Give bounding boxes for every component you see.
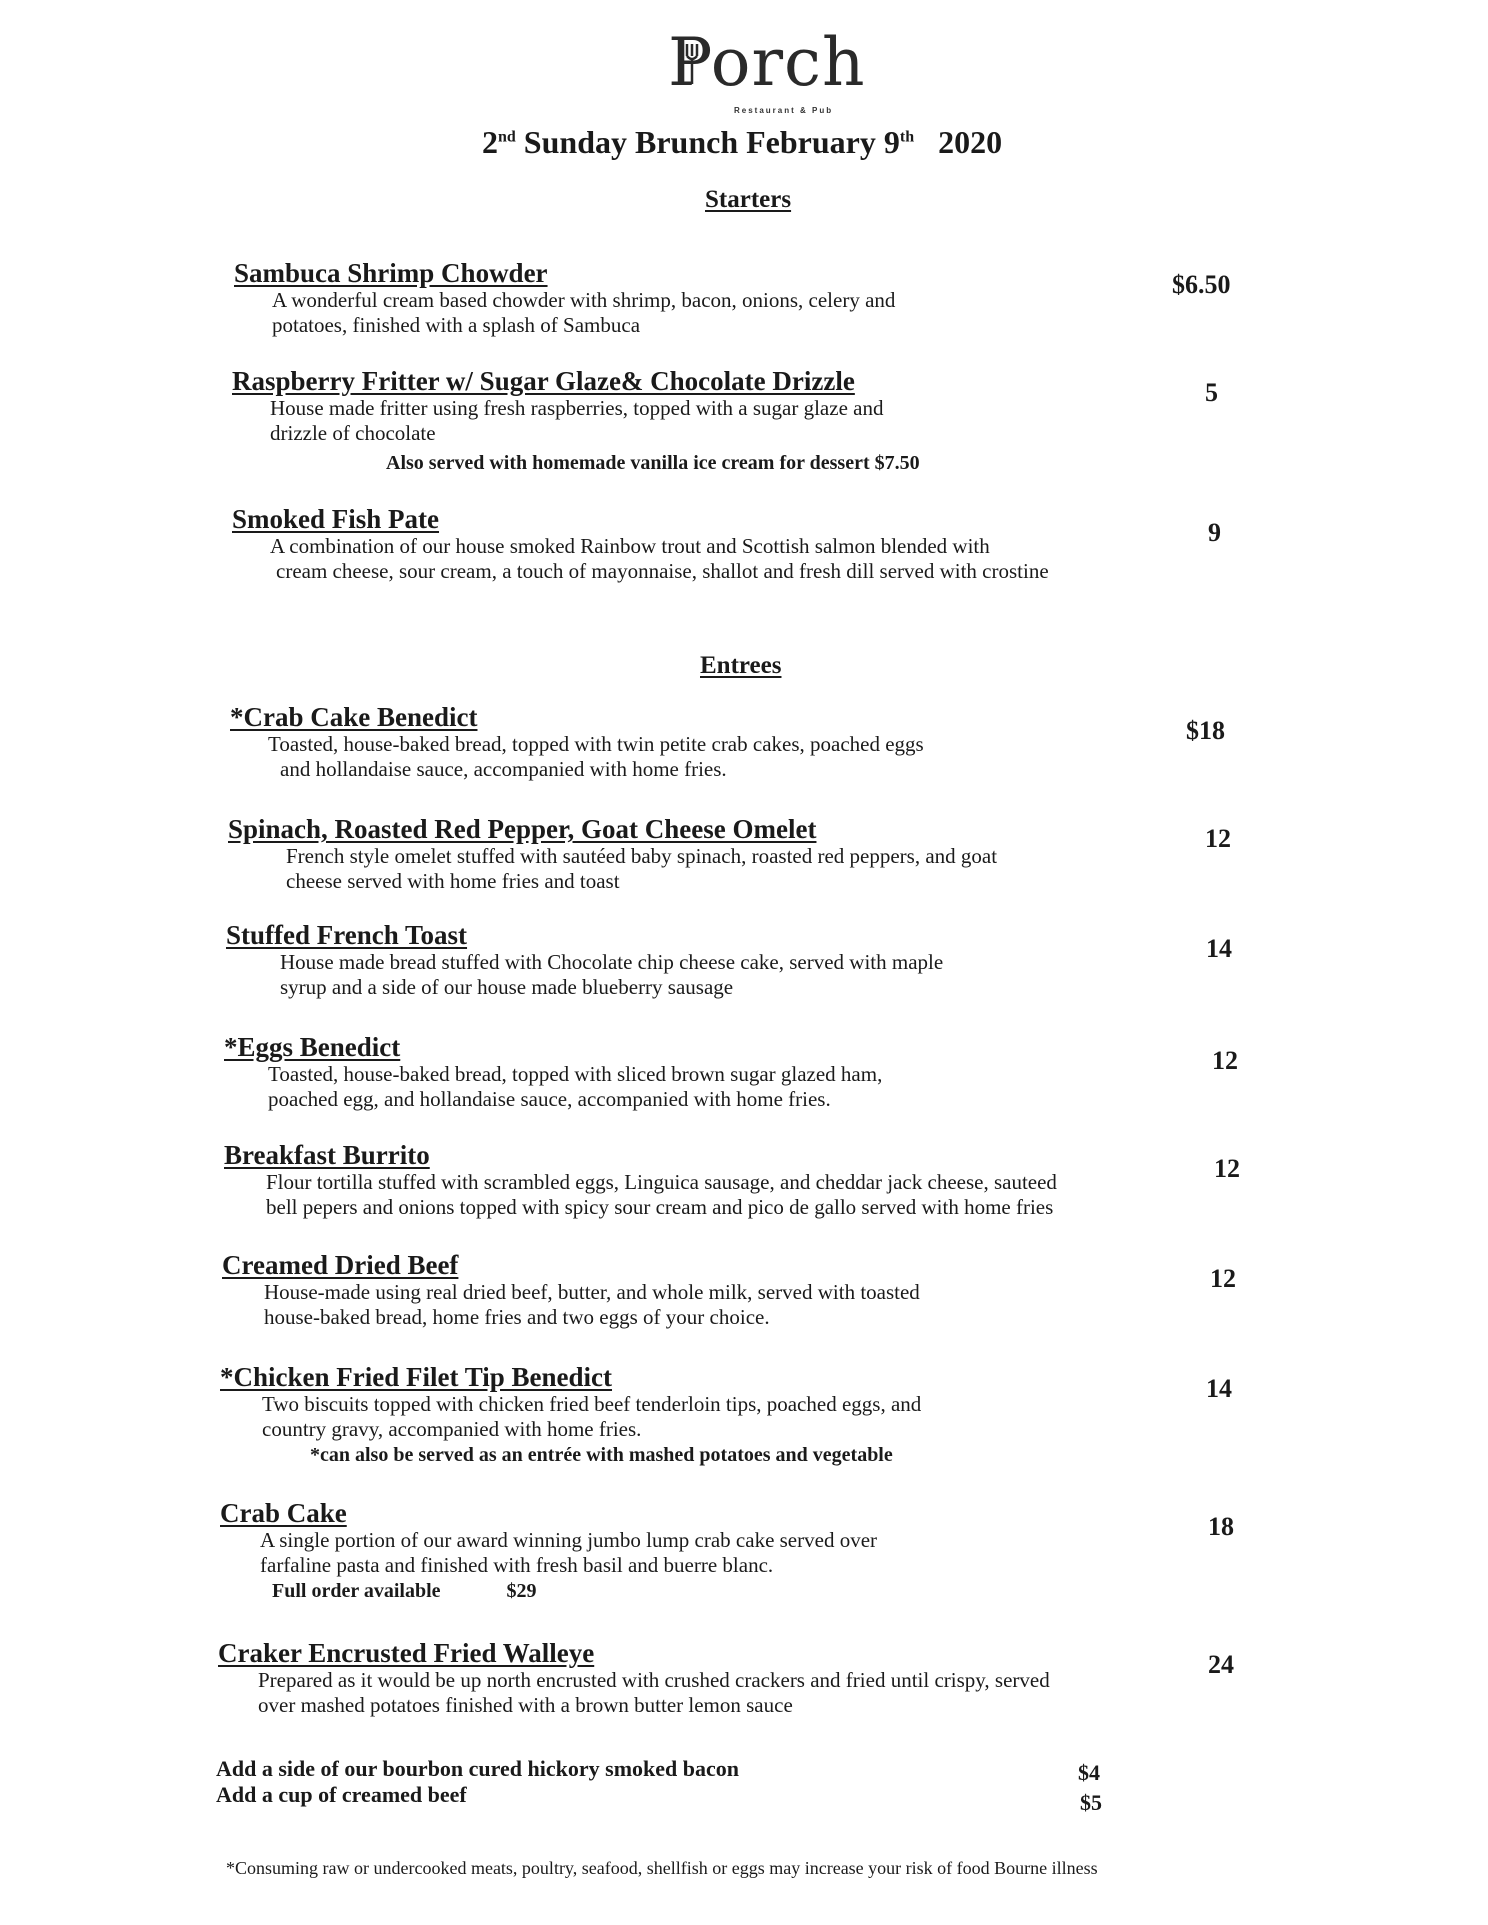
restaurant-logo xyxy=(668,24,868,120)
item-desc: A wonderful cream based chowder with shrimp, bacon, onions, celery and xyxy=(272,288,896,312)
item-desc: House-made using real dried beef, butter, and whole milk, served with toasted xyxy=(264,1280,920,1304)
item-desc: Two biscuits topped with chicken fried beef tenderloin tips, poached eggs, and xyxy=(262,1392,922,1416)
item-price: 12 xyxy=(1210,1264,1236,1293)
item-price: $6.50 xyxy=(1172,270,1231,299)
addon-label: Add a cup of creamed beef xyxy=(216,1782,467,1807)
item-name: Spinach, Roasted Red Pepper, Goat Cheese Omelet xyxy=(228,814,817,844)
item-desc: Flour tortilla stuffed with scrambled eggs, Linguica sausage, and cheddar jack cheese, sauteed xyxy=(266,1170,1057,1194)
item-desc: potatoes, finished with a splash of Sambuca xyxy=(272,313,641,337)
item-price: $18 xyxy=(1186,716,1225,745)
item-price: 12 xyxy=(1212,1046,1238,1075)
item-desc: A single portion of our award winning jumbo lump crab cake served over xyxy=(260,1528,878,1552)
item-name: *Chicken Fried Filet Tip Benedict xyxy=(220,1362,613,1392)
section-heading-entrees: Entrees xyxy=(700,652,782,679)
menu-item xyxy=(232,504,1049,584)
item-name: Craker Encrusted Fried Walleye xyxy=(218,1638,595,1668)
item-price: 12 xyxy=(1214,1154,1240,1183)
item-desc: syrup and a side of our house made blueberry sausage xyxy=(280,975,734,999)
addon-price: $4 xyxy=(1078,1760,1100,1785)
menu-item xyxy=(218,1638,1050,1718)
item-desc: house-baked bread, home fries and two eggs of your choice. xyxy=(264,1305,770,1329)
logo-subtitle: Restaurant & Pub xyxy=(734,106,834,115)
menu-item xyxy=(232,366,920,476)
addon-label: Add a side of our bourbon cured hickory smoked bacon xyxy=(216,1756,740,1781)
item-desc: bell pepers and onions topped with spicy sour cream and pico de gallo served with home fries xyxy=(266,1195,1054,1219)
item-desc: drizzle of chocolate xyxy=(270,421,436,445)
logo-name: Porch xyxy=(668,24,866,101)
item-desc: House made bread stuffed with Chocolate chip cheese cake, served with maple xyxy=(280,950,944,974)
item-name: *Crab Cake Benedict xyxy=(230,702,478,732)
item-note: Full order available $29 xyxy=(272,1580,537,1602)
page-title: 2nd Sunday Brunch February 9th 2020 xyxy=(482,124,1003,160)
menu-item xyxy=(224,1140,1057,1220)
item-name: Sambuca Shrimp Chowder xyxy=(234,258,548,288)
item-name: *Eggs Benedict xyxy=(224,1032,401,1062)
item-desc: country gravy, accompanied with home fries. xyxy=(262,1417,642,1441)
menu-item xyxy=(228,814,997,894)
health-disclaimer: *Consuming raw or undercooked meats, poultry, seafood, shellfish or eggs may increase your risk of food Bourne illness xyxy=(226,1858,1098,1878)
section-heading-starters: Starters xyxy=(705,186,792,213)
item-price: 9 xyxy=(1208,518,1221,547)
item-desc: cream cheese, sour cream, a touch of mayonnaise, shallot and fresh dill served with crostine xyxy=(276,559,1049,583)
item-desc: A combination of our house smoked Rainbow trout and Scottish salmon blended with xyxy=(270,534,990,558)
item-price: 5 xyxy=(1205,378,1218,407)
item-name: Creamed Dried Beef xyxy=(222,1250,459,1280)
item-price: 24 xyxy=(1208,1650,1234,1679)
item-price: 18 xyxy=(1208,1512,1234,1541)
item-desc: Toasted, house-baked bread, topped with twin petite crab cakes, poached eggs xyxy=(268,732,924,756)
menu-item xyxy=(224,1032,882,1112)
menu-item xyxy=(220,1362,921,1468)
item-desc: House made fritter using fresh raspberries, topped with a sugar glaze and xyxy=(270,396,884,420)
menu-item xyxy=(230,702,924,782)
item-note: *can also be served as an entrée with mashed potatoes and vegetable xyxy=(310,1444,893,1466)
menu-item xyxy=(226,920,943,1000)
item-name: Crab Cake xyxy=(220,1498,347,1528)
item-name: Smoked Fish Pate xyxy=(232,504,440,534)
item-price: 12 xyxy=(1205,824,1231,853)
item-desc: Toasted, house-baked bread, topped with sliced brown sugar glazed ham, xyxy=(268,1062,883,1086)
item-name: Breakfast Burrito xyxy=(224,1140,430,1170)
item-note: Also served with homemade vanilla ice cream for dessert $7.50 xyxy=(386,452,920,474)
item-desc: poached egg, and hollandaise sauce, accompanied with home fries. xyxy=(268,1087,831,1111)
item-name: Raspberry Fritter w/ Sugar Glaze& Chocolate Drizzle xyxy=(232,366,855,396)
item-desc: farfaline pasta and finished with fresh basil and buerre blanc. xyxy=(260,1553,774,1577)
item-desc: cheese served with home fries and toast xyxy=(286,869,620,893)
menu-item xyxy=(220,1498,877,1604)
addon-price: $5 xyxy=(1080,1790,1102,1815)
menu-item xyxy=(222,1250,920,1330)
menu-item xyxy=(234,258,895,338)
item-price: 14 xyxy=(1206,934,1232,963)
item-price: 14 xyxy=(1206,1374,1232,1403)
item-desc: Prepared as it would be up north encrusted with crushed crackers and fried until crispy, served xyxy=(258,1668,1050,1692)
item-name: Stuffed French Toast xyxy=(226,920,468,950)
item-desc: and hollandaise sauce, accompanied with home fries. xyxy=(280,757,727,781)
item-desc: French style omelet stuffed with sautéed baby spinach, roasted red peppers, and goat xyxy=(286,844,998,868)
item-desc: over mashed potatoes finished with a brown butter lemon sauce xyxy=(258,1693,793,1717)
